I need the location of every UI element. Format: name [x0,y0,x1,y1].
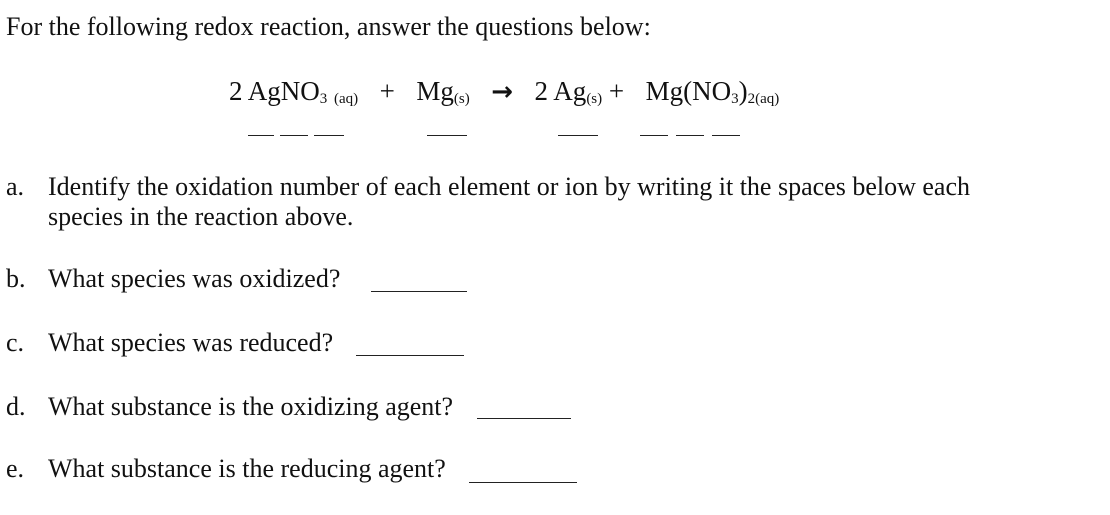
question-letter: a. [6,172,25,201]
oxidation-blank[interactable] [427,135,467,136]
plus-sign: + [608,76,625,106]
question-letter: c. [6,328,25,357]
reaction-arrow-icon: → [491,77,514,107]
question-letter: d. [6,392,26,421]
answer-blank-oxidized[interactable] [371,291,467,292]
oxidation-blank[interactable] [676,135,704,136]
oxidation-blank[interactable] [248,135,274,136]
question-letter: b. [6,264,26,293]
product-magnesium-nitrate: $Mg(NO_3)_{2(aq)}$ [645,76,780,107]
answer-blank-oxidizing-agent[interactable] [477,418,571,419]
answer-blank-reduced[interactable] [356,355,464,356]
plus-sign: + [379,76,395,106]
reactant-silver-nitrate: 2 AgNO$_3$ (aq) [229,76,359,107]
oxidation-blank[interactable] [558,135,598,136]
reactant-magnesium: Mg(s) [416,76,470,107]
oxidation-blank[interactable] [314,135,344,136]
oxidation-blank[interactable] [280,135,308,136]
redox-equation [229,76,779,108]
oxidation-blank[interactable] [640,135,668,136]
question-text: Identify the oxidation number of each element or ion by writing it the spaces below each [48,172,970,201]
answer-blank-reducing-agent[interactable] [469,482,577,483]
question-text: What species was reduced? [48,328,334,357]
question-text-continued: species in the reaction above. [48,202,354,231]
question-letter: e. [6,454,25,483]
product-silver: 2 Ag(s) [534,76,603,107]
question-text: What substance is the reducing agent? [48,454,446,483]
question-text: What species was oxidized? [48,264,341,293]
instructions-heading: For the following redox reaction, answer the questions below: [6,12,651,41]
question-text: What substance is the oxidizing agent? [48,392,454,421]
oxidation-blank[interactable] [712,135,740,136]
